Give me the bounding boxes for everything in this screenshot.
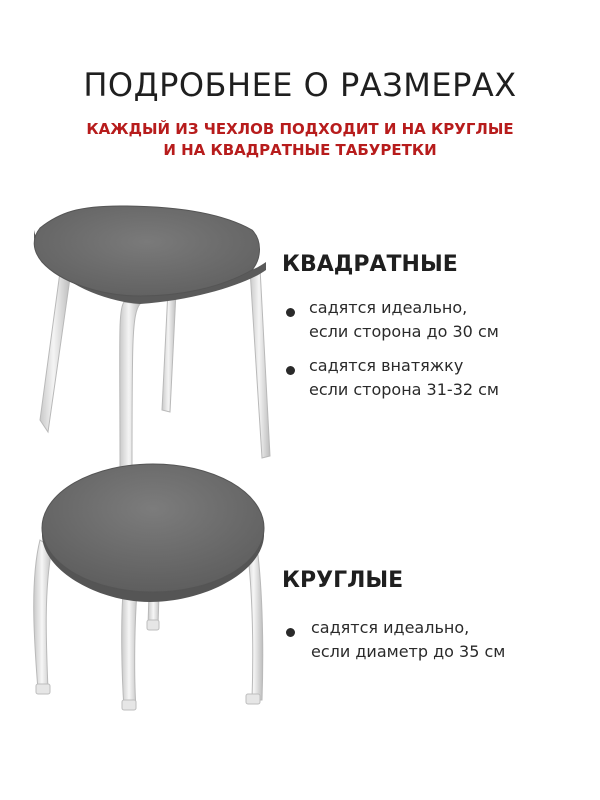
square-section-heading: КВАДРАТНЫЕ — [282, 252, 458, 277]
subtitle-line-2: И НА КВАДРАТНЫЕ ТАБУРЕТКИ — [163, 141, 437, 159]
square-item-1-line-2: если сторона до 30 см — [309, 322, 499, 341]
bullet-dot — [286, 366, 295, 375]
round-section-heading: КРУГЛЫЕ — [282, 568, 404, 593]
square-item-1 — [309, 296, 499, 344]
round-item-1-line-1: садятся идеально, — [311, 618, 470, 637]
page-title: ПОДРОБНЕЕ О РАЗМЕРАХ — [83, 66, 517, 104]
square-item-2-line-2: если сторона 31-32 см — [309, 380, 499, 399]
round-item-1 — [311, 616, 505, 664]
square-item-1-line-1: садятся идеально, — [309, 298, 468, 317]
bullet-dot — [286, 308, 295, 317]
square-item-2 — [309, 354, 499, 402]
square-item-2-line-1: садятся внатяжку — [309, 356, 464, 375]
bullet-dot — [286, 628, 295, 637]
subtitle-line-1: КАЖДЫЙ ИЗ ЧЕХЛОВ ПОДХОДИТ И НА КРУГЛЫЕ — [86, 120, 514, 138]
round-item-1-line-2: если диаметр до 35 см — [311, 642, 506, 661]
